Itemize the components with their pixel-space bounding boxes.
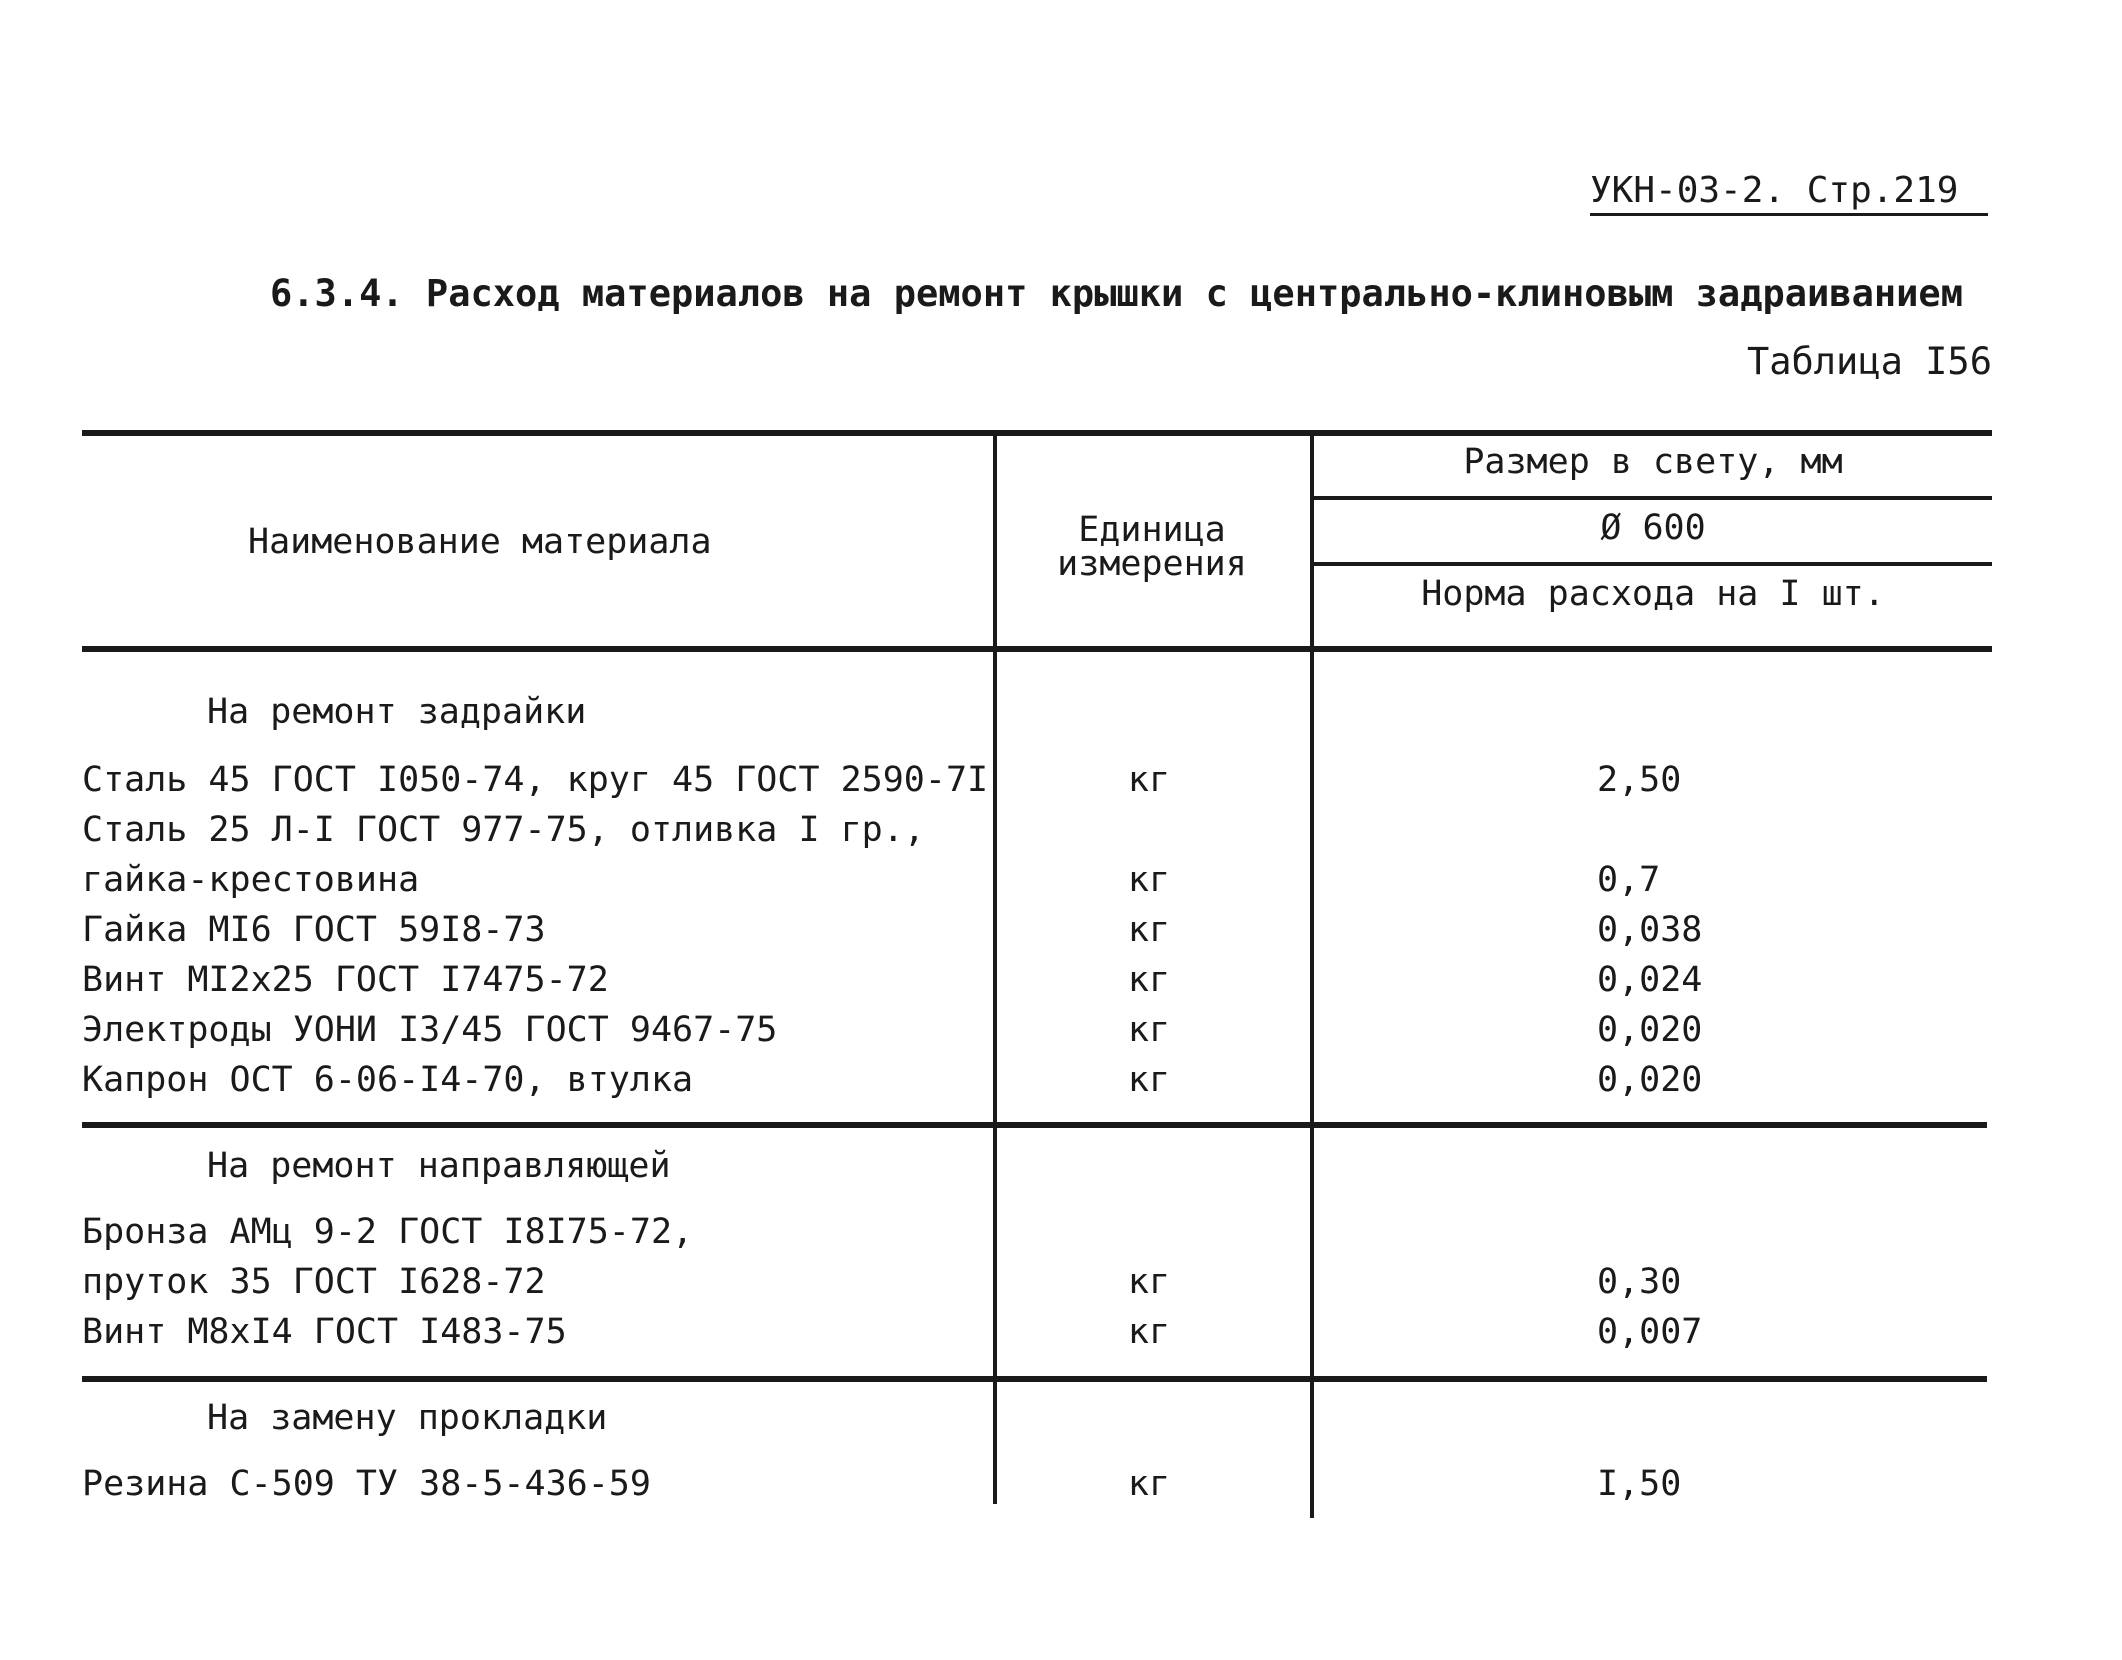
header-material-name: Наименование материала <box>248 522 712 562</box>
header-norm: Норма расхода на I шт. <box>1421 574 1885 614</box>
material-name: Капрон ОСТ 6-06-I4-70, втулка <box>82 1060 694 1100</box>
material-unit: кг <box>1127 1262 1171 1302</box>
material-unit: кг <box>1127 910 1171 950</box>
material-name: Винт M8xI4 ГОСТ I483-75 <box>82 1312 567 1352</box>
material-norm: 0,024 <box>1597 960 1703 1000</box>
material-name: Резина С-509 ТУ 38-5-436-59 <box>82 1464 651 1504</box>
group-title: На ремонт направляющей <box>207 1146 671 1186</box>
group-title: На замену прокладки <box>207 1398 608 1438</box>
material-name: пруток 35 ГОСТ I628-72 <box>82 1262 546 1302</box>
group-title: На ремонт задрайки <box>207 692 587 732</box>
material-unit: кг <box>1127 1312 1171 1352</box>
material-unit: кг <box>1127 1010 1171 1050</box>
material-norm: 0,020 <box>1597 1060 1703 1100</box>
material-unit: кг <box>1127 760 1171 800</box>
material-unit: кг <box>1127 1060 1171 1100</box>
size-header-rule <box>1312 496 1992 500</box>
table-label: Таблица I56 <box>1746 340 1992 383</box>
material-norm: 0,007 <box>1597 1312 1703 1352</box>
table-top-rule <box>82 430 1992 436</box>
diameter-header-rule <box>1312 562 1992 566</box>
material-norm: 0,30 <box>1597 1262 1682 1302</box>
material-name: Гайка MI6 ГОСТ 59I8-73 <box>82 910 546 950</box>
header-diameter: Ø 600 <box>1600 508 1706 548</box>
material-name: Бронза АМц 9-2 ГОСТ I8I75-72, <box>82 1212 694 1252</box>
header-unit-line2: измерения <box>1057 544 1247 584</box>
header-size: Размер в свету, мм <box>1463 442 1843 482</box>
material-norm: 0,038 <box>1597 910 1703 950</box>
material-norm: 0,020 <box>1597 1010 1703 1050</box>
material-name: гайка-крестовина <box>82 860 420 900</box>
page-reference: УКН-03-2. Стр.219 <box>1590 170 1988 216</box>
header-unit-line1: Единица <box>1078 510 1226 550</box>
material-norm: 0,7 <box>1597 860 1661 900</box>
material-name: Электроды УОНИ I3/45 ГОСТ 9467-75 <box>82 1010 778 1050</box>
material-name: Винт MI2x25 ГОСТ I7475-72 <box>82 960 609 1000</box>
material-name: Сталь 45 ГОСТ I050-74, круг 45 ГОСТ 2590-7I <box>82 760 989 800</box>
material-unit: кг <box>1127 960 1171 1000</box>
material-name: Сталь 25 Л-I ГОСТ 977-75, отливка I гр., <box>82 810 925 850</box>
material-norm: 2,50 <box>1597 760 1682 800</box>
group1-bottom-rule <box>82 1122 1987 1128</box>
material-unit: кг <box>1127 1464 1171 1504</box>
section-title: 6.3.4. Расход материалов на ремонт крышки с центрально-клиновым задраиванием <box>270 272 1963 315</box>
materials-table <box>82 430 1992 1520</box>
material-norm: I,50 <box>1597 1464 1682 1504</box>
header-bottom-rule <box>82 646 1992 652</box>
group2-bottom-rule <box>82 1376 1987 1382</box>
material-unit: кг <box>1127 860 1171 900</box>
